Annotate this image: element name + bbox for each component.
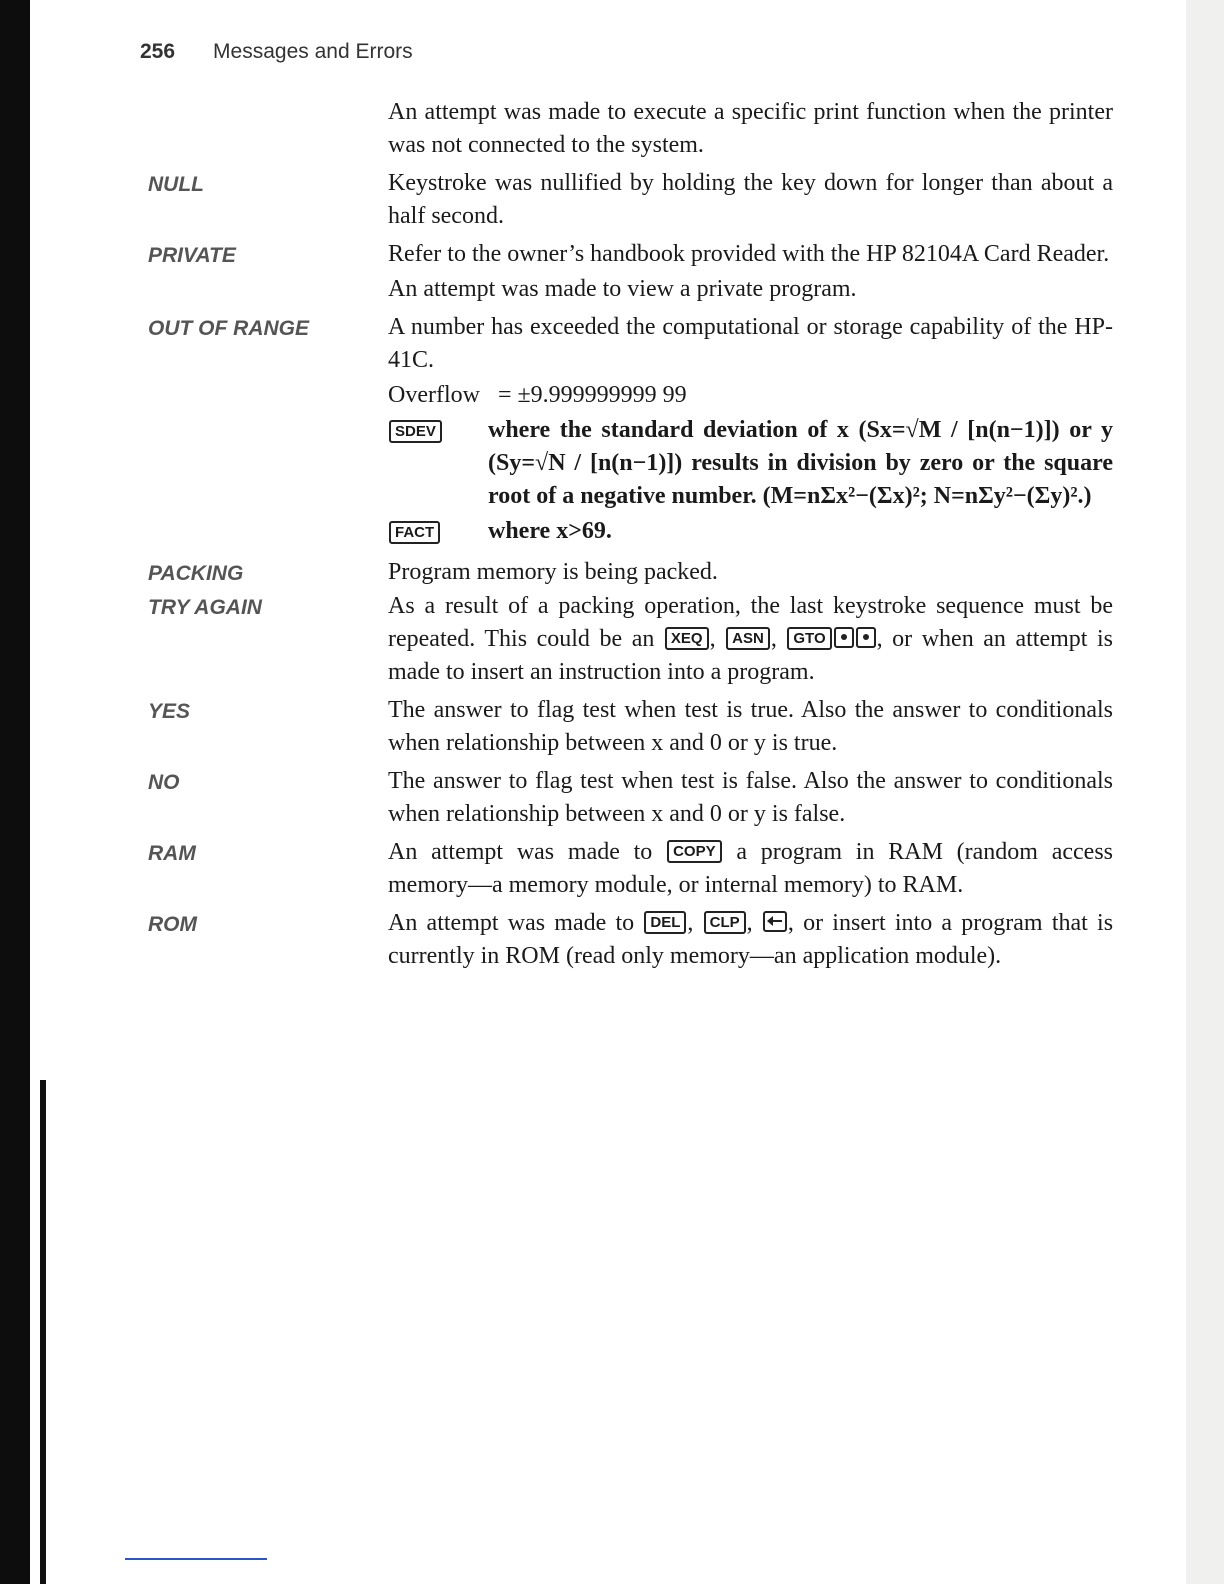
- entry-description: The answer to flag test when test is false. Also the answer to conditionals when relationship between x and 0 or y is false.: [388, 768, 1113, 827]
- message-term: RAM: [148, 842, 196, 865]
- entry-null: [148, 167, 1113, 234]
- sdev-condition: [388, 414, 1113, 513]
- scan-border-left-inner: [40, 1080, 46, 1584]
- entry-description: Refer to the owner’s handbook provided with the HP 82104A Card Reader.: [388, 241, 1110, 267]
- message-term: PRIVATE: [148, 244, 236, 267]
- message-term: NULL: [148, 173, 204, 196]
- fact-key: FACT: [389, 521, 440, 544]
- clp-key: CLP: [704, 911, 746, 934]
- formula-sy: (Sy=√N / [n(n−1)]): [488, 450, 683, 476]
- entry-try-again: [148, 590, 1113, 690]
- back-arrow-icon: [763, 911, 787, 932]
- entry-description: An attempt was made to execute a specific print function when the printer was not connected to the system.: [388, 99, 1113, 158]
- entry-description: An attempt was made to DEL , CLP , , or insert into a program that is currently in ROM (read only memory—an application module).: [388, 910, 1114, 969]
- entry-description: Program memory is being packed.: [388, 559, 718, 585]
- message-term: PACKING: [148, 562, 244, 585]
- entry-description: An attempt was made to COPY a program in RAM (random access memory—a memory module, or internal memory) to RAM.: [388, 839, 1114, 898]
- section-title: Messages and Errors: [213, 40, 413, 63]
- formula-sx: (Sx=√M / [n(n−1)]): [858, 417, 1060, 443]
- entry-yes: [148, 694, 1113, 761]
- sdev-text: where the standard deviation of x: [488, 417, 849, 443]
- message-term: ROM: [148, 913, 197, 936]
- entry-description: A number has exceeded the computational or storage capability of the HP-41C.: [388, 314, 1113, 373]
- sdev-text: results in division by zero or the square root of a negative number.: [488, 450, 1113, 509]
- scan-border-right: [1186, 0, 1224, 1584]
- overflow-value: Overflow = ±9.999999999 99: [388, 382, 687, 408]
- entry-private: [148, 238, 1113, 307]
- entry-packing: [148, 556, 1113, 590]
- message-list: [148, 96, 1113, 974]
- fact-condition: [388, 515, 1113, 550]
- sdev-key: SDEV: [389, 420, 442, 443]
- message-term: NO: [148, 771, 180, 794]
- entry-description: Keystroke was nullified by holding the key down for longer than about a half second.: [388, 170, 1113, 229]
- entry-no: [148, 765, 1113, 832]
- scan-border-left: [0, 0, 30, 1584]
- entry-print-function: [148, 96, 1113, 163]
- xeq-key: XEQ: [665, 627, 709, 650]
- gto-key: GTO: [787, 627, 831, 650]
- decimal-point-icon: [856, 627, 876, 648]
- entry-out-of-range: [148, 311, 1113, 550]
- asn-key: ASN: [726, 627, 770, 650]
- entry-description: The answer to flag test when test is true. Also the answer to conditionals when relationship between x and 0 or y is true.: [388, 697, 1113, 756]
- entry-description: As a result of a packing operation, the last keystroke sequence must be repeated. This could be an XEQ , ASN , GTO , or when an attempt is made to insert an instruction into a program.: [388, 593, 1114, 685]
- sdev-text: or y: [1069, 417, 1114, 443]
- page-number: 256: [140, 40, 176, 63]
- message-term: TRY AGAIN: [148, 596, 262, 619]
- entry-description: An attempt was made to view a private program.: [388, 276, 857, 302]
- fact-text: where x>69.: [488, 518, 612, 544]
- del-key: DEL: [644, 911, 686, 934]
- message-term: OUT OF RANGE: [148, 317, 309, 340]
- message-term: YES: [148, 700, 191, 723]
- copy-key: COPY: [667, 840, 722, 863]
- page-header: [140, 40, 413, 64]
- formula-mn: (M=nΣx²−(Σx)²; N=nΣy²−(Σy)².): [762, 483, 1092, 509]
- entry-ram: [148, 836, 1113, 903]
- decimal-point-icon: [834, 627, 854, 648]
- footer-rule: [125, 1558, 267, 1560]
- entry-rom: [148, 907, 1113, 974]
